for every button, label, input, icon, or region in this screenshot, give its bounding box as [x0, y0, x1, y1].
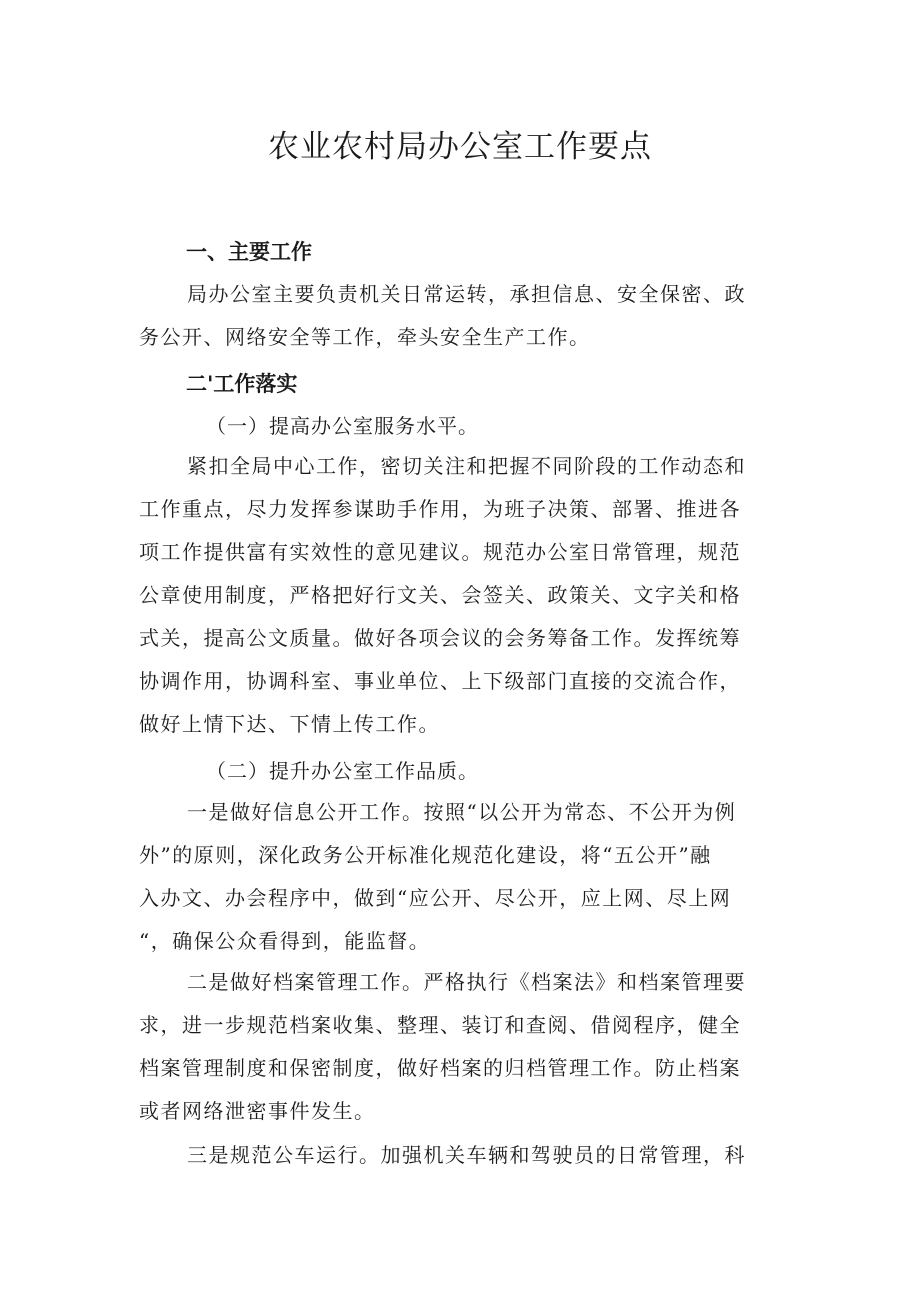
paragraph-main-work: [139, 273, 783, 359]
paragraph-line: 式关，提高公文质量。做好各项会议的会务筹备工作。发挥统筹: [139, 626, 741, 650]
paragraph-line: 一是做好信息公开工作。按照“以公开为常态、不公开为例: [187, 800, 737, 824]
section-heading-work-implementation: 二'工作落实: [186, 372, 298, 396]
paragraph-archive-management: [139, 961, 783, 1133]
paragraph-vehicle-operation: [139, 1134, 783, 1177]
paragraph-line: 二是做好档案管理工作。严格执行《档案法》和档案管理要: [187, 970, 746, 994]
paragraph-line: 工作重点，尽力发挥参谋助手作用，为班子决策、部署、推进各: [139, 497, 741, 521]
paragraph-line: 项工作提供富有实效性的意见建议。规范办公室日常管理，规范: [139, 540, 741, 564]
paragraph-line: 或者网络泄密事件发生。: [139, 1099, 376, 1123]
paragraph-line: “，确保公众看得到，能监督。: [139, 929, 431, 953]
subsection-heading-work-quality: （二）提升办公室工作品质。: [206, 759, 479, 783]
paragraph-line: 档案管理制度和保密制度，做好档案的归档管理工作。防止档案: [139, 1056, 741, 1080]
paragraph-line: 入办文、办会程序中，做到“应公开、尽公开，应上网、尽上网: [139, 886, 732, 910]
paragraph-service-level: [139, 445, 783, 746]
paragraph-line: 协调作用，协调科室、事业单位、上下级部门直接的交流合作，: [139, 669, 741, 693]
paragraph-line: 外”的原则，深化政务公开标准化规范化建设，将“五公开”融: [139, 843, 712, 867]
paragraph-line: 三是规范公车运行。加强机关车辆和驾驶员的日常管理，科: [187, 1143, 746, 1167]
document-title: 农业农村局办公室工作要点: [268, 129, 652, 165]
subsection-heading-service-level: （一）提高办公室服务水平。: [206, 414, 479, 438]
section-heading-main-work: 一、主要工作: [186, 240, 312, 264]
paragraph-line: 紧扣全局中心工作，密切关注和把握不同阶段的工作动态和: [187, 454, 746, 478]
paragraph-line: 公章使用制度，严格把好行文关、会签关、政策关、文字关和格: [139, 583, 741, 607]
paragraph-information-disclosure: [139, 791, 783, 963]
paragraph-line: 做好上情下达、下情上传工作。: [139, 712, 440, 736]
paragraph-line: 务公开、网络安全等工作，牵头安全生产工作。: [139, 325, 591, 349]
paragraph-line: 求，进一步规范档案收集、整理、装订和查阅、借阅程序，健全: [139, 1013, 741, 1037]
paragraph-line: 局办公室主要负责机关日常运转，承担信息、安全保密、政: [187, 282, 746, 306]
